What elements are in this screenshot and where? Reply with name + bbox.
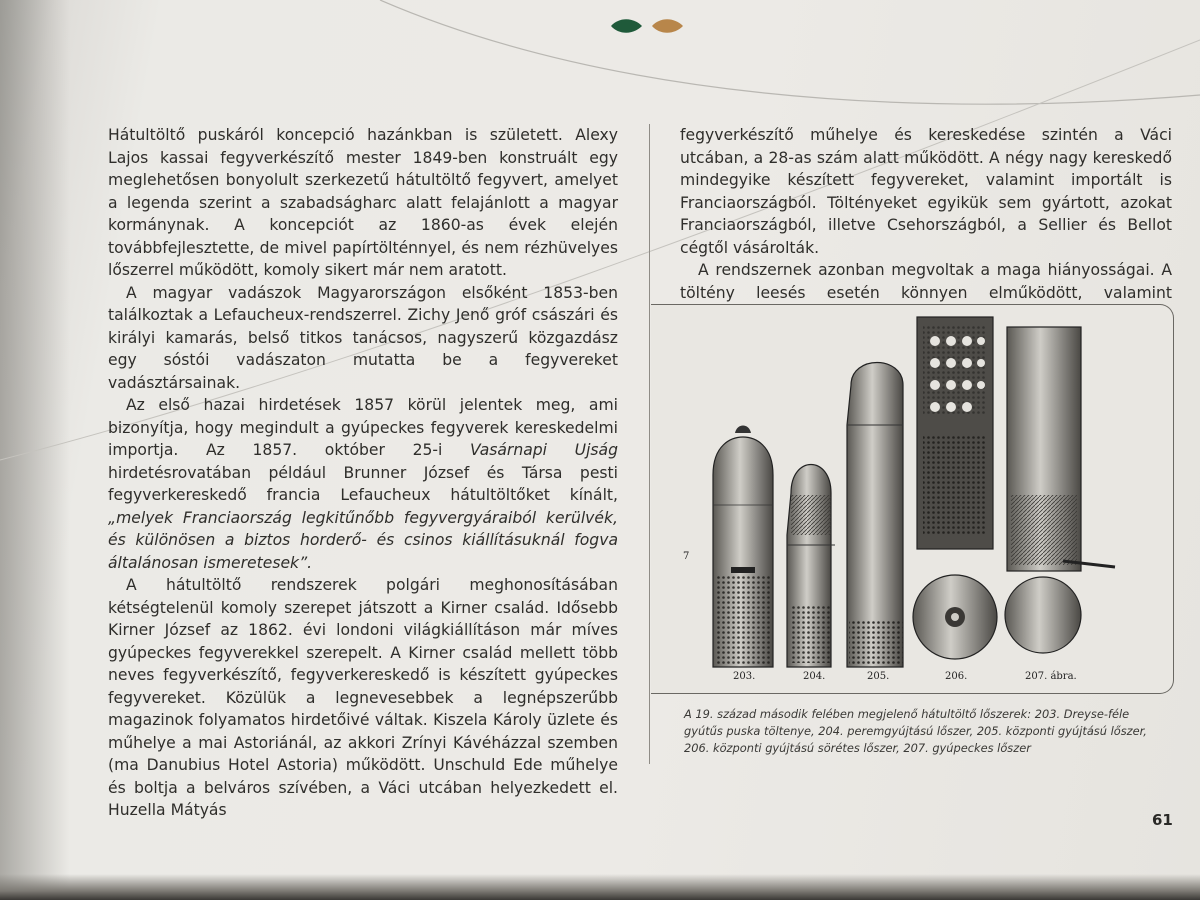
figure-label-205: 205. <box>867 671 890 682</box>
paragraph: Hátultöltő puskáról koncepció hazánkban is született. Alexy Lajos kassai fegyverkészítő mester 1849-ben konstruált egy meglehetősen bonyolult szerkezetű hátultöltő fegyvert, amelyet a legenda szerint a szabadságharc alatt felajánlott a magyar kormánynak. A koncepciót az 1860-as évek elején továbbfejlesztette, de mivel papírtölténnyel, és nem rézhüvelyes lőszerrel működött, komoly sikert már nem aratott. <box>108 126 618 279</box>
page-number: 61 <box>1152 811 1173 829</box>
paragraph <box>108 394 618 574</box>
figure-caption: A 19. század második felében megjelenő hátultöltő lőszerek: 203. Dreyse-féle gyútűs puska töltenye, 204. peremgyújtású lőszer, 205. központi gyújtású lőszer, 206. központi gyújtású sörétes lőszer, 207. gyúpeckes lőszer <box>684 707 1147 755</box>
figure-label-206: 206. <box>945 671 968 682</box>
page-edge-shadow <box>0 874 1200 900</box>
quotation: „melyek Franciaország legkitűnőbb fegyvergyáraiból kerülvék, és különösen a biztos horderő- és csinos kiállításuknál fogva általánosan ismeretesek”. <box>108 508 618 572</box>
cartridge-207-icon <box>1005 327 1115 653</box>
column-divider <box>649 124 650 764</box>
cartridge-204-icon <box>787 465 835 668</box>
text-column-right <box>680 124 1172 327</box>
page-gutter-shadow <box>0 0 70 900</box>
paragraph: A hátultöltő rendszerek polgári meghonosításában kétségtelenül komoly szerepet játszott a Kirner család. Idősebb Kirner József az 1862. évi londoni világkiállításon már míves gyúpeckes fegyverekkel szerepelt. A Kirner család mellett több neves fegyverkészítő, fegyverkereskedő is készített gyúpeckes fegyvereket. Közülük a legnevesebbek a legnépszerűbb magazinok folyamatos hirdetőivé váltak. Kiszela Károly üzlete és műhelye a mai Astoriánál, az akkori Zrínyi Kávéházzal szemben (ma Danubius Hotel Astoria) működött. Unschuld Ede műhelye és boltja a belváros szívében, a Váci utcában helyezkedett el. Huzella Mátyás <box>108 576 618 819</box>
cartridge-illustration <box>651 305 1173 693</box>
figure-label-204: 204. <box>803 671 826 682</box>
paragraph: A rendszernek azonban megvoltak a maga hiányosságai. A töltény leesés esetén könnyen elműködött, valamint <box>680 261 1172 302</box>
newspaper-title: Vasárnapi Ujság <box>470 441 618 459</box>
cartridge-206-icon <box>913 317 997 659</box>
ornament-leaves-icon <box>609 16 689 36</box>
decorative-arc-top <box>380 0 1200 104</box>
paragraph: A magyar vadászok Magyarországon elsőként 1853-ben találkoztak a Lefaucheux-rendszerrel. Zichy Jenő gróf császári és királyi kamarás, belső titkos tanácsos, nagyszerű közgazdász egy sóstói vadászaton mutatta be a fegyvereket vadásztársainak. <box>108 283 618 392</box>
paragraph: fegyverkészítő műhelye és kereskedése szintén a Váci utcában, a 28-as szám alatt működött. A négy nagy kereskedő mindegyike készített fegyvereket, valamint importált is Franciaországból. Töltényeket egyikük sem gyártott, azokat Franciaországból, illetve Csehországból, a Sellier és Bellot cégtől vásárolták. <box>680 126 1172 257</box>
cartridge-205-icon <box>847 363 903 668</box>
cartridge-figure <box>651 304 1174 694</box>
text-column-left <box>108 124 618 822</box>
cartridge-203-icon <box>713 426 773 668</box>
figure-label-203: 203. <box>733 671 756 682</box>
figure-label-207: 207. ábra. <box>1025 671 1077 682</box>
figure-side-mark: 7 <box>683 551 690 562</box>
text-run: Az első hazai hirdetések 1857 körül jelentek meg, ami bizonyítja, hogy megindult a gyúpeckes fegyverek kereskedelmi importja. Az 1857. október 25-i <box>108 396 618 459</box>
text-run: hirdetésrovatában például Brunner József és Társa pesti fegyverkereskedő francia Lefaucheux hátultöltőket kínált, <box>108 463 618 504</box>
